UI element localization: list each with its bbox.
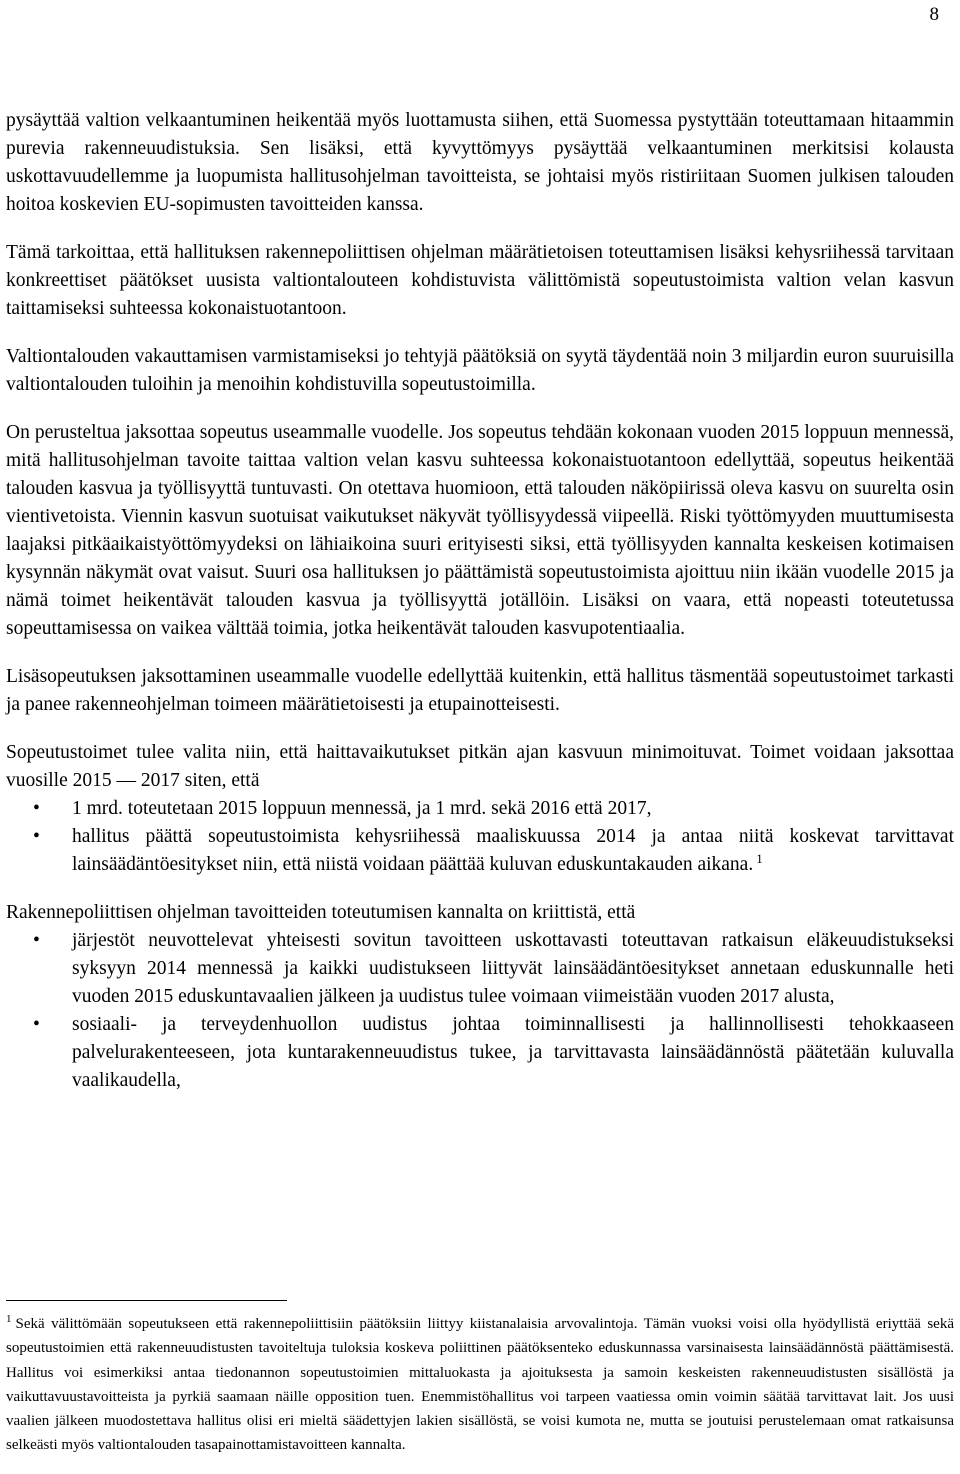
paragraph-3: Valtiontalouden vakauttamisen varmistamiseksi jo tehtyjä päätöksiä on syytä täydentää noin 3 miljardin euron suuruisilla valtiontalouden tuloihin ja menoihin kohdistuvilla sopeutustoimilla. [6,346,954,395]
paragraph-7: Rakennepoliittisen ohjelman tavoitteiden toteutumisen kannalta on kriittistä, että [6,902,636,923]
bullet-list-critical [6,927,954,1095]
bullet-icon: • [33,930,40,951]
page-number: 8 [929,4,939,25]
paragraph-6: Sopeutustoimet tulee valita niin, että haittavaikutukset pitkän ajan kasvuun minimoituvat. Toimet voidaan jaksottaa vuosille 2015 — 2017 siten, että [6,742,954,791]
document-body [6,107,954,1095]
bullet-list-schedule [6,795,954,879]
list-item [6,1011,954,1095]
paragraph-2: Tämä tarkoittaa, että hallituksen rakennepoliittisen ohjelman määrätietoisen toteuttamisen lisäksi kehysriihessä tarvitaan konkreettiset päätökset uusista valtiontalouteen kohdistuvista välittömistä sopeutustoimista valtion velan kasvun taittamiseksi suhteessa kokonaistuotantoon. [6,242,954,319]
bullet-icon: • [33,826,40,847]
list-item [6,795,954,823]
bullet-icon: • [33,1014,40,1035]
list-item-text: järjestöt neuvottelevat yhteisesti sovitun tavoitteen uskottavasti toteuttavan ratkaisun eläkeuudistukseksi syksyyn 2014 mennessä ja kaikki uudistukseen liittyvät lainsäädäntöesitykset annetaan eduskunnalle heti vuoden 2015 eduskuntavaalien jälkeen ja uudistus tulee voimaan viimeistään vuoden 2017 alusta, [72,930,954,1007]
footnote-mark: 1 [6,1313,12,1325]
footnote-reference[interactable]: 1 [756,850,763,866]
paragraph-4: On perusteltua jaksottaa sopeutus useammalle vuodelle. Jos sopeutus tehdään kokonaan vuoden 2015 loppuun mennessä, mitä hallitusohjelman tavoite taittaa valtion velan kasvu suhteessa kokonaistuotantoon edellyttää, sopeutus heikentää talouden kasvua ja työllisyyttä tuntuvasti. On otettava huomioon, että talouden näköpiirissä oleva kasvu on suurelta osin vientivetoista. Viennin kasvun suotuisat vaikutukset näkyvät työllisyydessä viipeellä. Riski työttömyyden muuttumisesta laajaksi pitkäaikaistyöttömyydeksi on lähiaikoina suuri erityisesti siksi, että työllisyyden kannalta keskeisen kotimaisen kysynnän näkymät ovat vaisut. Suuri osa hallituksen jo päättämistä sopeutustoimista ajoittuu niin ikään vuodelle 2015 ja nämä toimet heikentävät talouden kasvua ja työllisyyttä jotällöin. Lisäksi on vaara, että nopeasti toteutetussa sopeuttamisessa on vaikea välttää toimia, jotka heikentävät talouden kasvupotentiaalia. [6,422,954,639]
footnote-text: Sekä välittömään sopeutukseen että rakennepoliittisiin päätöksiin liittyy kiistanalaisia arvovalintoja. Tämän vuoksi voisi olla hyödyllistä eriyttää sekä sopeutustoimien että rakenneuudistusten tavoiteltuja tuloksia koskeva poliittinen päätöksenteko eduskunnassa varsinaisesta lainsäädännöstä päättämisestä. Hallitus voi esimerkiksi antaa tiedonannon sopeutustoimien mittaluokasta ja ajoituksesta ja samoin keskeisten rakenneuudistusten sisällöstä ja vaikuttavuustavoitteista ja pyrkiä saamaan näille opposition tuen. Enemmistöhallitus voi tarpeen vaatiessa omin voimin säätää tarvittavat lait. Jos uusi vaalien jälkeen muodostettava hallitus olisi eri mieltä säädettyjen lakien sisällöstä, se voisi kumota ne, mutta se joutuisi perustelemaan omat ratkaisunsa selkeästi myös valtiontalouden tasapainottamistavoitteen kannalta. [6,1316,954,1454]
bullet-icon: • [33,798,40,819]
footnote [6,1312,954,1458]
paragraph-1: pysäyttää valtion velkaantuminen heikentää myös luottamusta siihen, että Suomessa pystyttään toteuttamaan hitaammin purevia rakenneuudistuksia. Sen lisäksi, että kyvyttömyys pysäyttää velkaantuminen merkitsisi kolausta uskottavuudellemme ja luopumista hallitusohjelman tavoitteista, se johtaisi myös ristiriitaan Suomen julkisen talouden hoitoa koskevien EU-sopimusten tavoitteiden kanssa. [6,110,954,215]
list-item [6,823,954,879]
paragraph-5: Lisäsopeutuksen jaksottaminen useammalle vuodelle edellyttää kuitenkin, että hallitus täsmentää sopeutustoimet tarkasti ja panee rakenneohjelman toimeen määrätietoisesti ja etupainotteisesti. [6,666,954,715]
list-item-text: sosiaali- ja terveydenhuollon uudistus johtaa toiminnallisesti ja hallinnollisesti tehokkaaseen palvelurakenteeseen, jota kuntarakenneuudistus tukee, ja tarvittavasta lainsäädännöstä päätetään kuluvalla vaalikaudella, [72,1014,954,1091]
list-item-text: hallitus päättä sopeutustoimista kehysriihessä maaliskuussa 2014 ja antaa niitä koskevat tarvittavat lainsäädäntöesitykset niin, että niistä voidaan päättää kuluvan eduskuntakauden aikana. [72,826,954,875]
footnote-separator [6,1300,287,1301]
list-item [6,927,954,1011]
list-item-text: 1 mrd. toteutetaan 2015 loppuun mennessä, ja 1 mrd. sekä 2016 että 2017, [72,798,652,819]
